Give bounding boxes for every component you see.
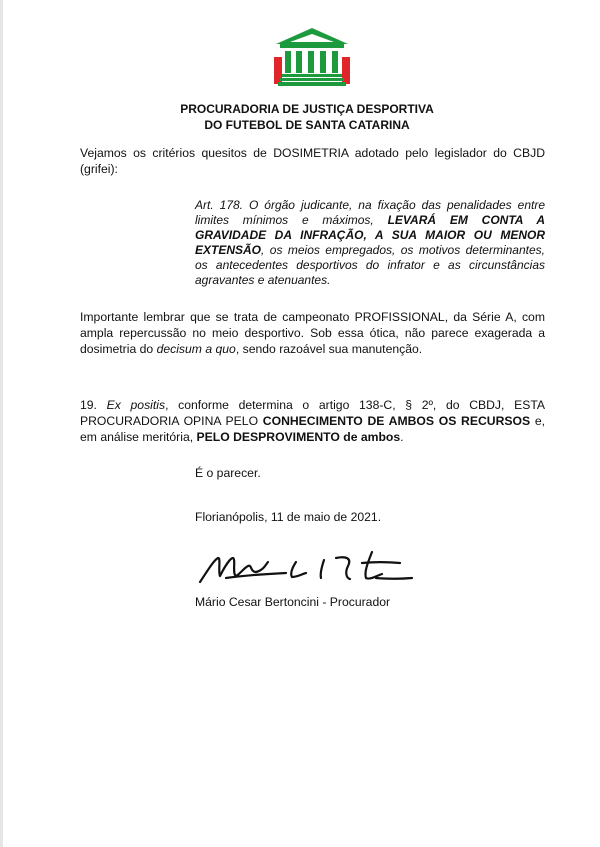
intro-paragraph	[80, 145, 545, 177]
paragraph-conclusion	[80, 397, 545, 445]
handwritten-signature	[196, 548, 416, 592]
para2-line-3: dosimetria do decisum a quo, sendo razoável sua manutenção.	[80, 342, 423, 356]
quote-line-4: EXTENSÃO, os meios empregados, os motivos determinantes,	[195, 243, 545, 257]
header-line-1: PROCURADORIA DE JUSTIÇA DESPORTIVA	[180, 102, 434, 116]
header-line-2: DO FUTEBOL DE SANTA CATARINA	[204, 118, 410, 132]
quote-line-6: agravantes e atenuantes.	[195, 273, 331, 287]
document-header	[0, 101, 600, 133]
opinion-closing: É o parecer.	[195, 466, 261, 480]
paragraph-professional	[80, 309, 545, 357]
quote-line-5: os antecedentes desportivos do infrator e as circunstâncias	[195, 258, 545, 272]
intro-line-1: Vejamos os critérios quesitos de DOSIMETRIA adotado pelo legislador do CBJD	[80, 146, 545, 160]
intro-line-2: (grifei):	[80, 162, 118, 176]
place-and-date: Florianópolis, 11 de maio de 2021.	[195, 510, 382, 524]
quote-line-3: GRAVIDADE DA INFRAÇÃO, A SUA MAIOR OU MENOR	[195, 228, 545, 242]
para2-line-1: Importante lembrar que se trata de campeonato PROFISSIONAL, da Série A, com	[80, 310, 545, 324]
procuradoria-logo-icon	[272, 27, 352, 89]
para3-line-3: em análise meritória, PELO DESPROVIMENTO de ambos.	[80, 430, 404, 444]
para3-line-2: PROCURADORIA OPINA PELO CONHECIMENTO DE AMBOS OS RECURSOS e,	[80, 414, 546, 428]
article-quote	[195, 198, 545, 288]
para2-line-2: ampla repercussão no meio desportivo. Sob essa ótica, não parece exagerada a	[80, 326, 545, 340]
quote-line-1: Art. 178. O órgão judicante, na fixação das penalidades entre	[195, 198, 545, 212]
quote-line-2: limites mínimos e máximos, LEVARÁ EM CONTA A	[195, 213, 546, 227]
para3-line-1: 19. Ex positis, conforme determina o artigo 138-C, § 2º, do CBDJ, ESTA	[80, 398, 546, 412]
signer-name: Mário Cesar Bertoncini - Procurador	[195, 595, 391, 609]
